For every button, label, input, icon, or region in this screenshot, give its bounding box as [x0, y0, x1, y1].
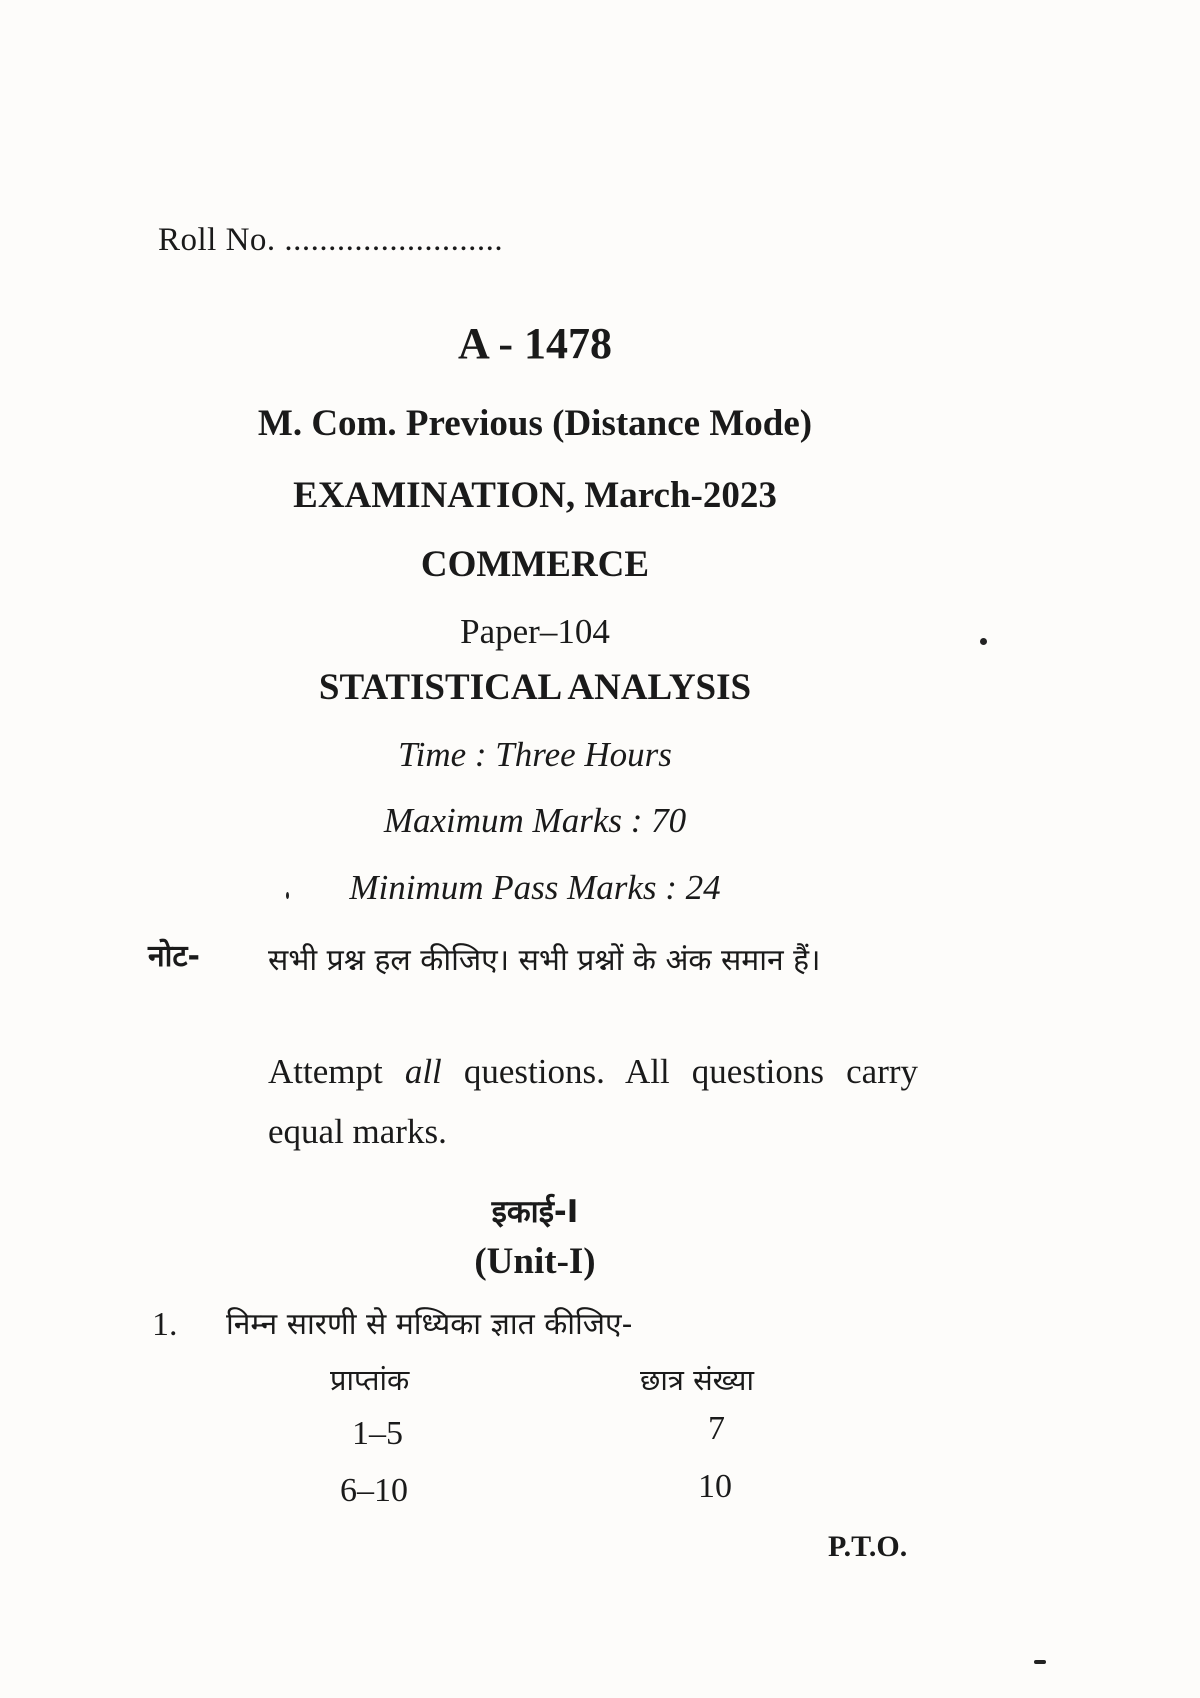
table-header-marks: प्राप्तांक — [330, 1363, 410, 1397]
paper-code: A - 1478 — [458, 319, 612, 368]
table-cell: 6–10 — [340, 1472, 408, 1509]
minimum-pass-marks: Minimum Pass Marks : 24 — [349, 868, 721, 907]
note-hindi: सभी प्रश्न हल कीजिए। सभी प्रश्नों के अंक समान हैं। — [268, 943, 821, 978]
question-number: 1. — [152, 1306, 178, 1343]
note-english-prefix: Attempt — [268, 1052, 405, 1091]
note-english — [268, 1042, 918, 1162]
time-allowed: Time : Three Hours — [398, 735, 672, 774]
please-turn-over: P.T.O. — [828, 1530, 908, 1563]
unit-heading-hindi: इकाई-I — [491, 1194, 579, 1230]
table-cell: 10 — [698, 1468, 732, 1505]
paper-title: STATISTICAL ANALYSIS — [318, 667, 752, 708]
maximum-marks: Maximum Marks : 70 — [383, 801, 687, 840]
roll-number-field: Roll No. ......................... — [158, 222, 504, 258]
table-cell: 1–5 — [352, 1415, 403, 1452]
examination-title: EXAMINATION, March-2023 — [293, 475, 777, 516]
subject-title: COMMERCE — [420, 544, 650, 585]
scan-speck — [980, 638, 987, 645]
scan-speck — [286, 892, 289, 899]
note-label: नोट- — [148, 939, 200, 974]
table-header-students: छात्र संख्या — [640, 1363, 754, 1397]
note-english-all: all — [404, 1052, 442, 1091]
note-english-rest: questions. All questions carry equal marks. — [268, 1052, 918, 1151]
course-title: M. Com. Previous (Distance Mode) — [257, 403, 813, 444]
unit-heading-english: (Unit-I) — [474, 1241, 596, 1282]
table-cell: 7 — [708, 1410, 725, 1447]
paper-number: Paper–104 — [460, 612, 610, 651]
question-text: निम्न सारणी से मध्यिका ज्ञात कीजिए- — [226, 1307, 633, 1342]
scan-speck — [1034, 1660, 1046, 1664]
